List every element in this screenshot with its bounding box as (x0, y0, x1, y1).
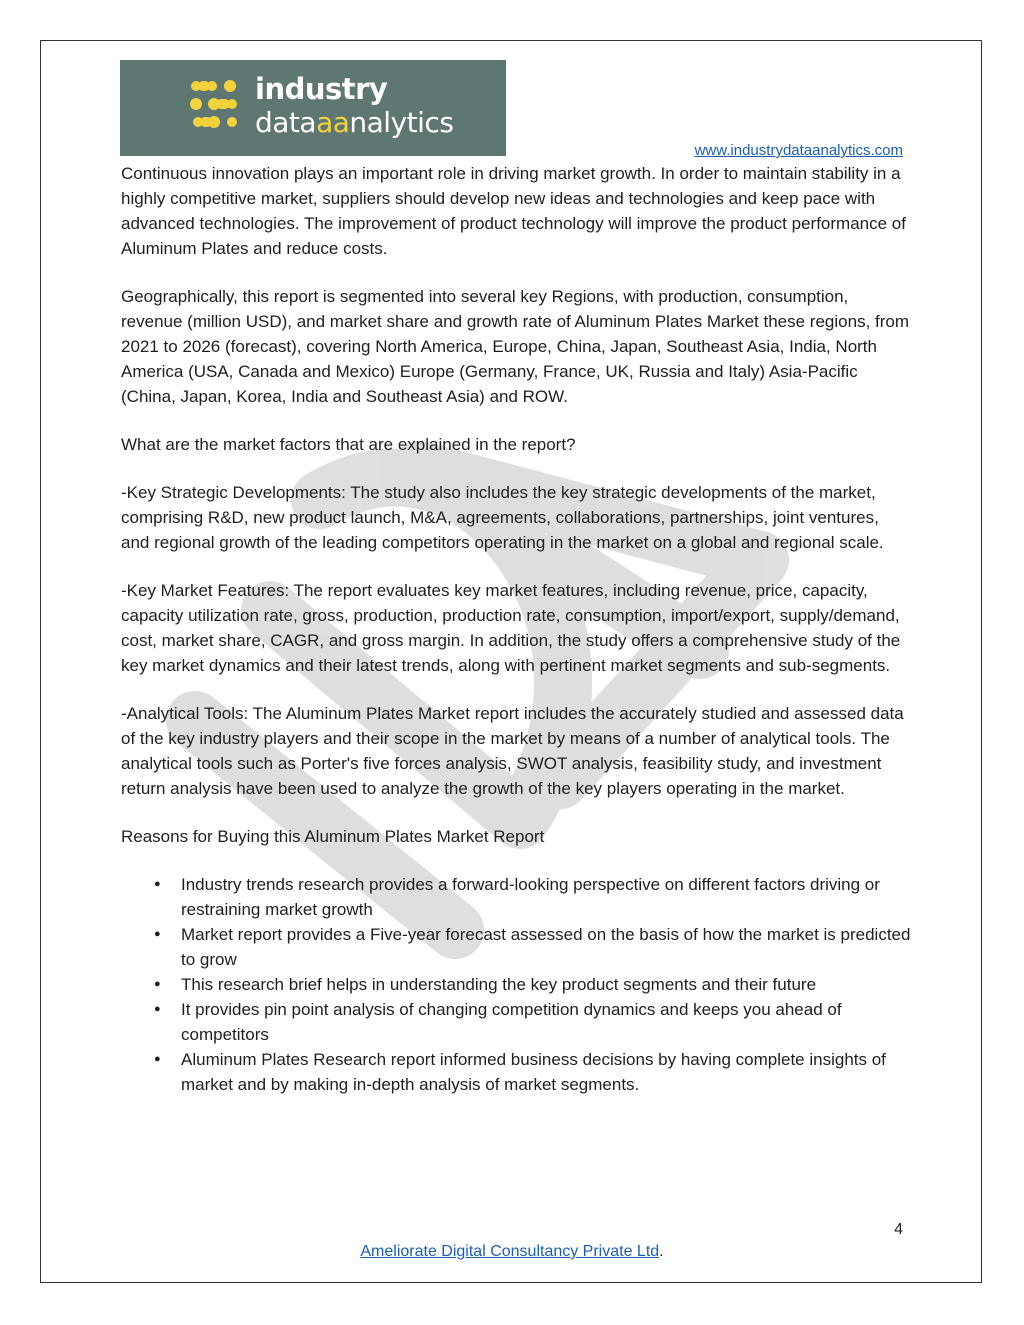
company-logo (120, 60, 506, 156)
logo-text-dataanalytics (255, 106, 453, 139)
list-item: ● This research brief helps in understanding the key product segments and their future (121, 972, 911, 997)
page-number: 4 (894, 1221, 903, 1238)
reasons-list (121, 872, 911, 1097)
website-link[interactable]: www.industrydataanalytics.com (694, 142, 903, 159)
logo-text-aa: aa (316, 106, 350, 139)
geography-text: this report is segmented into several key Regions, with production, consumption, revenue (million USD), and market share and growth rate of Aluminum Plates Market these regions, from 2021 to 2026 (forecast), covering (121, 287, 910, 356)
paragraph-tools: -Analytical Tools: The Aluminum Plates Market report includes the accurately studied and assessed data of the key industry players and their scope in the market by means of a number of analytical tools. The analytical tools such as Porter's five forces analysis, SWOT analysis, feasibility study, and investment return analysis have been used to analyze the growth of the key players operating in the market. (121, 704, 904, 798)
geography-lead: Geographically, (121, 287, 238, 306)
logo-text-industry: industry (255, 72, 388, 106)
list-item: ● Market report provides a Five-year forecast assessed on the basis of how the market is predicted to grow (121, 922, 911, 972)
market-factors-heading: What are the market factors that are explained in the report? (121, 435, 576, 454)
footer-period: . (659, 1243, 664, 1260)
footer (0, 1243, 1024, 1261)
logo-dots-icon (190, 80, 246, 132)
paragraph-geography (121, 284, 911, 409)
document-body (121, 161, 911, 1097)
list-item: ● Aluminum Plates Research report informed business decisions by having complete insights of market and by making in-depth analysis of market segments. (121, 1047, 911, 1097)
list-item: ● It provides pin point analysis of changing competition dynamics and keeps you ahead of competitors (121, 997, 911, 1047)
logo-text-nalytics: nalytics (349, 106, 454, 139)
geography-regions: North America, Europe, China, Japan, Southeast Asia, India, North America (USA, Canada and Mexico) Europe (Germany, France, UK, Russia and Italy) Asia-Pacific (China, Japan, Korea, India and Southeast Asia) and ROW. (121, 337, 877, 406)
paragraph-innovation: Continuous innovation plays an important role in driving market growth. In order to maintain stability in a highly competitive market, suppliers should develop new ideas and technologies and keep pace with advanced technologies. The improvement of product technology will improve the product performance of Aluminum Plates and reduce costs. (121, 164, 906, 258)
company-link[interactable]: Ameliorate Digital Consultancy Private Ltd (360, 1243, 660, 1260)
reasons-heading: Reasons for Buying this Aluminum Plates Market Report (121, 827, 545, 846)
paragraph-features: -Key Market Features: The report evaluates key market features, including revenue, price, capacity, capacity utilization rate, gross, production, production rate, consumption, import/export, supply/demand, cost, market share, CAGR, and gross margin. In addition, the study offers a comprehensive study of the key market dynamics and their latest trends, along with pertinent market segments and sub-segments. (121, 581, 901, 675)
paragraph-strategic: -Key Strategic Developments: The study also includes the key strategic developments of the market, comprising R&D, new product launch, M&A, agreements, collaborations, partnerships, joint ventures, and regional growth of the leading competitors operating in the market on a global and regional scale. (121, 483, 884, 552)
list-item: ● Industry trends research provides a forward-looking perspective on different factors driving or restraining market growth (121, 872, 911, 922)
logo-text-data: data (255, 106, 317, 139)
